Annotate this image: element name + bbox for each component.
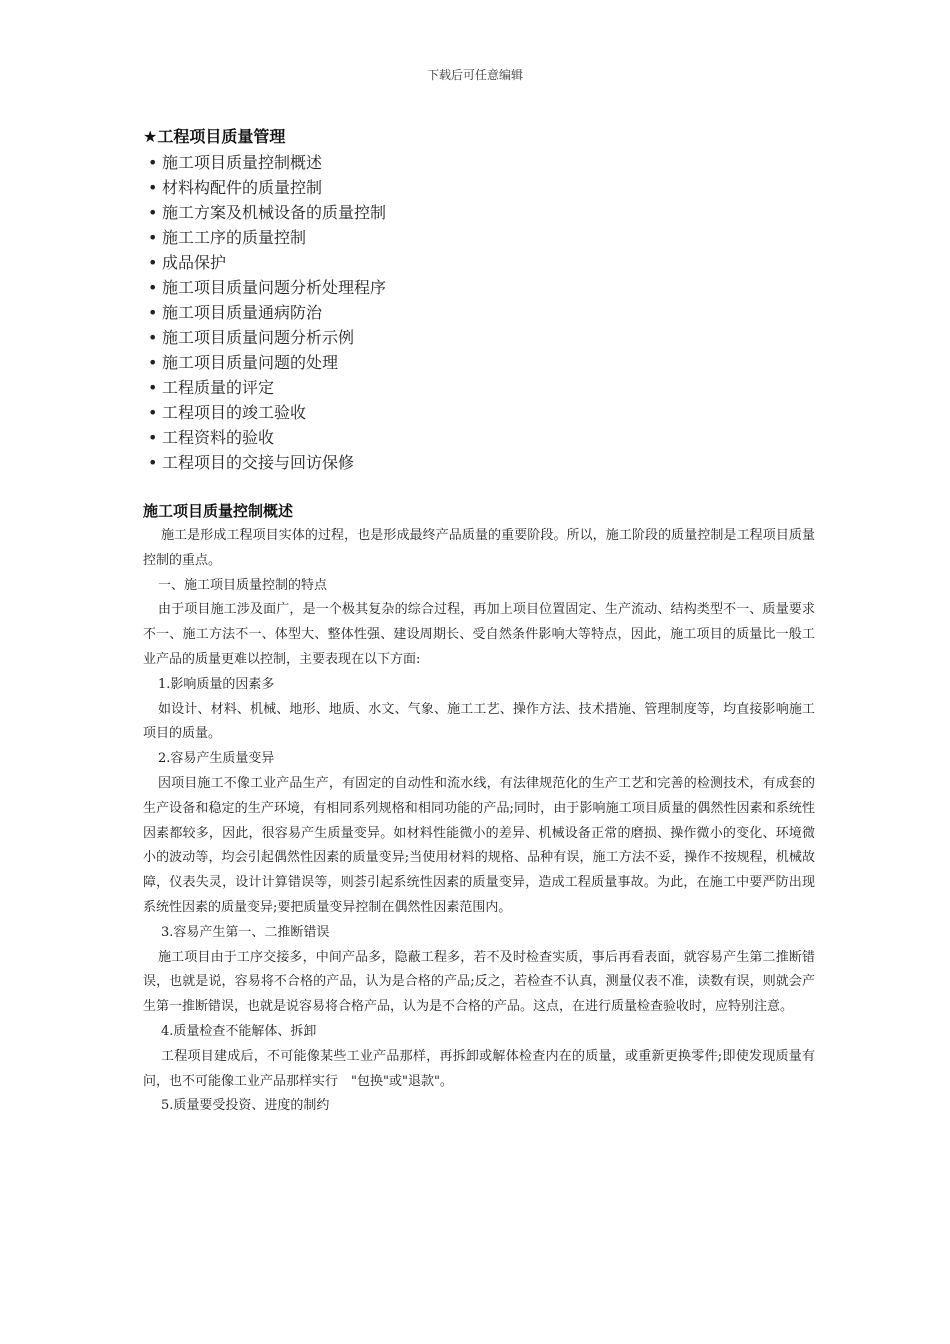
toc-item-label: 施工工序的质量控制 — [162, 228, 307, 247]
toc-item-label: 工程项目的交接与回访保修 — [162, 453, 355, 472]
bullet-icon: • — [148, 428, 158, 447]
bullet-icon: • — [148, 403, 158, 422]
bullet-icon: • — [148, 378, 158, 397]
toc-item — [148, 325, 386, 350]
toc-item-label: 施工项目质量问题分析处理程序 — [162, 278, 387, 297]
toc-item — [148, 275, 386, 300]
paragraph: 工程项目建成后，不可能像某些工业产品那样，再拆卸或解体检查内在的质量，或重新更换零件;即使发现质量有问，也不可能像工业产品那样实行 "包换"或"退款"。 — [143, 1048, 815, 1089]
bullet-icon: • — [148, 353, 158, 372]
bullet-icon: • — [148, 278, 158, 297]
bullet-icon: • — [148, 153, 158, 172]
toc-item-label: 成品保护 — [162, 253, 227, 272]
toc-item-label: 工程资料的验收 — [162, 428, 275, 447]
subheading: 5.质量要受投资、进度的制约 — [161, 1098, 330, 1114]
toc-item — [148, 150, 386, 175]
page-header: 下载后可任意编辑 — [426, 68, 523, 82]
bullet-icon: • — [148, 253, 158, 272]
section-body — [143, 524, 815, 1119]
toc-item — [148, 425, 386, 450]
toc-item-label: 工程质量的评定 — [162, 378, 275, 397]
bullet-icon: • — [148, 228, 158, 247]
toc-item — [148, 350, 386, 375]
toc-item — [148, 175, 386, 200]
toc-item — [148, 300, 386, 325]
subheading: 2.容易产生质量变异 — [158, 751, 275, 767]
toc-item — [148, 200, 386, 225]
paragraph: 由于项目施工涉及面广，是一个极其复杂的综合过程，再加上项目位置固定、生产流动、结构类型不一、质量要求不一、施工方法不一、体型大、整体性强、建设周期长、受自然条件影响大等特点，因此，施工项目的质量比一般工业产品的质量更难以控制，主要表现在以下方面: — [143, 602, 815, 667]
toc-item — [148, 375, 386, 400]
subheading: 4.质量检查不能解体、拆卸 — [161, 1023, 317, 1039]
subheading: 1.影响质量的因素多 — [158, 676, 275, 692]
paragraph: 施工项目由于工序交接多，中间产品多，隐蔽工程多，若不及时检查实质，事后再看表面，就容易产生第二推断错误，也就是说，容易将不合格的产品，认为是合格的产品;反之，若检查不认真，测量仪表不准，读数有误，则就会产生第一推断错误，也就是说容易将合格产品，认为是不合格的产品。这点，在进行质量检查验收时，应特别注意。 — [143, 949, 815, 1015]
bullet-icon: • — [148, 303, 158, 322]
bullet-icon: • — [148, 178, 158, 197]
subheading: 一、施工项目质量控制的特点 — [158, 577, 328, 593]
paragraph: 因项目施工不像工业产品生产，有固定的自动性和流水线，有法律规范化的生产工艺和完善的检测技术，有成套的生产设备和稳定的生产环境，有相同系列规格和相同功能的产品;同时，由于影响施工项目质量的偶然性因素和系统性因素都较多，因此，很容易产生质量变异。如材料性能微小的差异、机械设备正常的磨损、操作微小的变化、环境微小的波动等，均会引起偶然性因素的质量变异;当使用材料的规格、品种有误，施工方法不妥，操作不按规程，机械故障，仪表失灵，设计计算错误等，则荟引起系统性因素的质量变异，造成工程质量事故。为此，在施工中要严防出现系统性因素的质量变异;要把质量变异控制在偶然性因素范围内。 — [143, 775, 815, 915]
paragraph: 施工是形成工程项目实体的过程，也是形成最终产品质量的重要阶段。所以，施工阶段的质量控制是工程项目质量控制的重点。 — [143, 528, 815, 568]
toc-item — [148, 250, 386, 275]
toc-list — [148, 150, 386, 475]
bullet-icon: • — [148, 328, 158, 347]
section-title: 施工项目质量控制概述 — [143, 502, 294, 520]
bullet-icon: • — [148, 203, 158, 222]
toc-item-label: 工程项目的竣工验收 — [162, 403, 307, 422]
bullet-icon: • — [148, 453, 158, 472]
toc-item-label: 施工项目质量控制概述 — [162, 153, 323, 172]
toc-item-label: 施工项目质量问题的处理 — [162, 353, 339, 372]
toc-item-label: 施工项目质量通病防治 — [162, 303, 323, 322]
paragraph: 如设计、材料、机械、地形、地质、水文、气象、施工工艺、操作方法、技术措施、管理制度等，均直接影响施工项目的质量。 — [143, 701, 815, 742]
toc-item — [148, 450, 386, 475]
toc-item-label: 施工项目质量问题分析示例 — [162, 328, 355, 347]
subheading: 3.容易产生第一、二推断错误 — [161, 924, 330, 940]
toc-title: ★工程项目质量管理 — [143, 127, 286, 146]
toc-item — [148, 400, 386, 425]
toc-item — [148, 225, 386, 250]
toc-item-label: 材料构配件的质量控制 — [162, 178, 323, 197]
toc-item-label: 施工方案及机械设备的质量控制 — [162, 203, 387, 222]
